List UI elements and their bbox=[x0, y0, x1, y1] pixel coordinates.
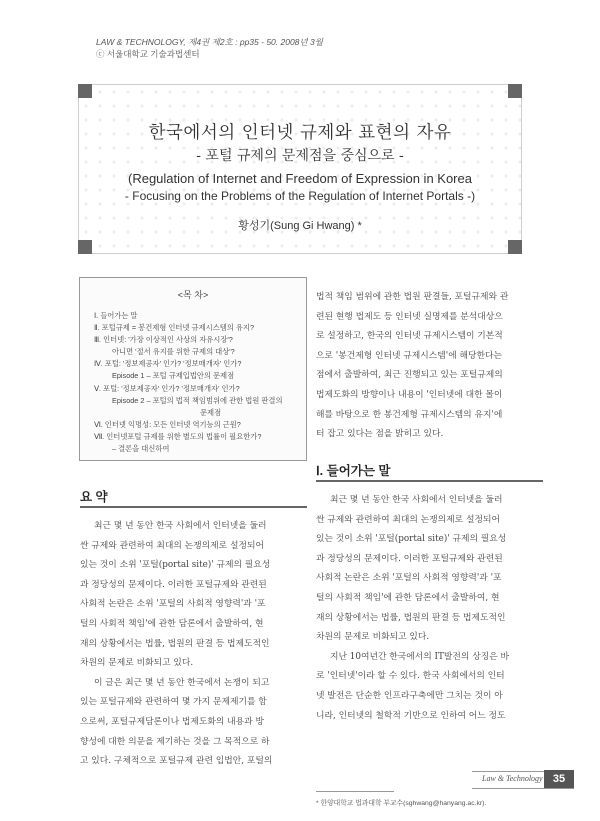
corner-ornament bbox=[508, 84, 522, 98]
body-line: 으로 '봉건제형 인터넷 규제시스템'에 해당한다는 bbox=[316, 350, 502, 361]
intro-line: 지난 10여년간 한국에서의 IT발전의 상징은 바 bbox=[330, 651, 509, 662]
body-line: 법제도화의 방향이나 내용이 '인터넷에 대한 몰이 bbox=[316, 389, 503, 400]
summary-line: 싼 규제와 관련하여 최대의 논쟁의제로 설정되어 bbox=[80, 540, 264, 551]
toc-item: Ⅵ. 인터넷 익명성: 모든 인터넷 역기능의 근원? bbox=[94, 420, 241, 429]
intro-line: 니라, 인터넷의 철학적 기반으로 인하여 어느 정도 bbox=[316, 710, 506, 721]
intro-line: 과 정당성의 문제이다. 이러한 포털규제와 관련된 bbox=[316, 553, 503, 564]
journal-name: Law & Technology bbox=[482, 774, 543, 783]
body-line: 해를 바탕으로 한 봉건제형 규제시스템의 유지'에 bbox=[316, 409, 503, 420]
subtitle-english: - Focusing on the Problems of the Regulation of Internet Portals -) bbox=[124, 189, 476, 203]
intro-line: 재의 상황에서는 법률, 법원의 판결 등 법제도적인 bbox=[316, 612, 506, 623]
toc-item: Ⅱ. 포털규제 = 봉건제형 인터넷 규제시스템의 유지? bbox=[94, 323, 255, 332]
journal-citation: LAW & TECHNOLOGY, 제4권 제2호 : pp35 - 50. 2008년 3월 bbox=[96, 37, 323, 47]
intro-line: 차원의 문제로 비화되고 있다. bbox=[316, 632, 430, 643]
running-header bbox=[96, 36, 323, 60]
toc-item: 문제점 bbox=[200, 408, 222, 417]
toc-item: Ⅲ. 인터넷: '가장 이상적인 사상의 자유시장'? bbox=[94, 335, 233, 344]
summary-text bbox=[80, 517, 307, 772]
right-top-text bbox=[316, 288, 542, 445]
summary-line: 사회적 논란은 소위 '포털의 사회적 영향력'과 '포 bbox=[80, 599, 266, 610]
summary-line: 이 글은 최근 몇 년 동안 한국에서 논쟁이 되고 bbox=[94, 677, 270, 688]
copyright-line: ⓒ 서울대학교 기술과법센터 bbox=[96, 49, 200, 59]
toc-title: <목 차> bbox=[177, 290, 209, 300]
summary-line: 털의 사회적 책임'에 관한 담론에서 출발하여, 현 bbox=[80, 618, 264, 629]
intro-line: 싼 규제와 관련하여 최대의 논쟁의제로 설정되어 bbox=[316, 514, 500, 525]
summary-line: 있는 포털규제와 관련하여 몇 가지 문제제기를 함 bbox=[80, 697, 267, 708]
body-line: 법적 책임 범위에 관한 법원 판결들, 포털규제와 관 bbox=[316, 292, 509, 302]
table-of-contents bbox=[79, 277, 307, 461]
summary-line: 재의 상황에서는 법률, 법원의 판결 등 법제도적인 bbox=[80, 638, 270, 649]
summary-line: 최근 몇 년 동안 한국 사회에서 인터넷을 둘러 bbox=[94, 521, 267, 531]
summary-line: 향성에 대한 의문을 제기하는 것을 그 목적으로 하 bbox=[80, 736, 270, 747]
corner-ornament bbox=[78, 84, 92, 98]
summary-line: 고 있다. 구체적으로 포털규제 관련 입법안, 포털의 bbox=[80, 756, 273, 767]
intro-text bbox=[316, 491, 542, 726]
corner-ornament bbox=[508, 240, 522, 254]
toc-item: Ⅴ. 포털: '정보제공자' 인가? '정보매개자' 인가? bbox=[94, 384, 240, 393]
intro-heading: Ⅰ. 들어가는 말 bbox=[316, 464, 391, 478]
section-rule bbox=[80, 506, 307, 508]
author: 황성기(Sung Gi Hwang) * bbox=[238, 220, 362, 232]
body-line: 터 잡고 있다는 점을 밝히고 있다. bbox=[316, 429, 444, 440]
toc-item: 아니면 '절서 유지를 위한 규제의 대상'? bbox=[112, 347, 235, 356]
toc-item: Episode 2 – 포털의 법적 책임범위에 관한 법원 판결의 bbox=[112, 396, 283, 405]
title-korean: 한국에서의 인터넷 규제와 표현의 자유 bbox=[148, 123, 452, 143]
footnote: * 한양대학교 법과대학 부교수(sghwang@hanyang.ac.kr). bbox=[316, 800, 487, 807]
summary-heading: 요 약 bbox=[80, 490, 108, 504]
intro-line: 있는 것이 소위 '포털(portal site)' 규제의 필요성 bbox=[316, 534, 507, 545]
summary-line: 과 정당성의 문제이다. 이러한 포털규제와 관련된 bbox=[80, 579, 267, 590]
page-number: 35 bbox=[544, 770, 574, 788]
title-english: (Regulation of Internet and Freedom of Expression in Korea bbox=[128, 171, 472, 186]
intro-line: 최근 몇 년 동안 한국 사회에서 인터넷을 둘러 bbox=[330, 495, 503, 505]
corner-ornament bbox=[78, 240, 92, 254]
body-line: 련된 현행 법제도 등 인터넷 실명제를 분석대상으 bbox=[316, 311, 503, 322]
toc-item: Ⅶ. 인터넷포털 규제를 위한 별도의 법률이 필요한가? bbox=[94, 432, 262, 441]
intro-line: 털의 사회적 책임'에 관한 담론에서 출발하여, 현 bbox=[316, 592, 500, 603]
toc-item: Ⅳ. 포털: '정보제공자' 인가? '정보매개자' 인가? bbox=[94, 359, 242, 368]
intro-line: 넷 발전은 단순한 인프라구축에만 그치는 것이 아 bbox=[316, 690, 503, 701]
body-line: 로 설정하고, 한국의 인터넷 규제시스템이 기본적 bbox=[316, 331, 503, 342]
summary-line: 차원의 문제로 비화되고 있다. bbox=[80, 658, 194, 669]
intro-line: 사회적 논란은 소위 '포털의 사회적 영향력'과 '포 bbox=[316, 573, 502, 584]
intro-line: 로 '인터넷'이라 할 수 있다. 한국 사회에서의 인터 bbox=[316, 671, 505, 682]
body-line: 점에서 출발하여, 최근 진행되고 있는 포털규제의 bbox=[316, 370, 503, 381]
summary-line: 으로써, 포털규제담론이나 법제도화의 내용과 방 bbox=[80, 716, 264, 727]
toc-item: Ⅰ. 들어가는 말 bbox=[94, 311, 138, 320]
subtitle-korean: - 포털 규제의 문제점을 중심으로 - bbox=[196, 148, 404, 164]
footnote-divider bbox=[316, 791, 394, 792]
toc-item: Episode 1 – 포털 규제입법안의 문제점 bbox=[112, 371, 235, 380]
summary-line: 있는 것이 소위 '포털(portal site)' 규제의 필요성 bbox=[80, 560, 271, 571]
section-rule bbox=[316, 480, 543, 482]
toc-item: – 결론을 대신하여 bbox=[112, 444, 170, 453]
